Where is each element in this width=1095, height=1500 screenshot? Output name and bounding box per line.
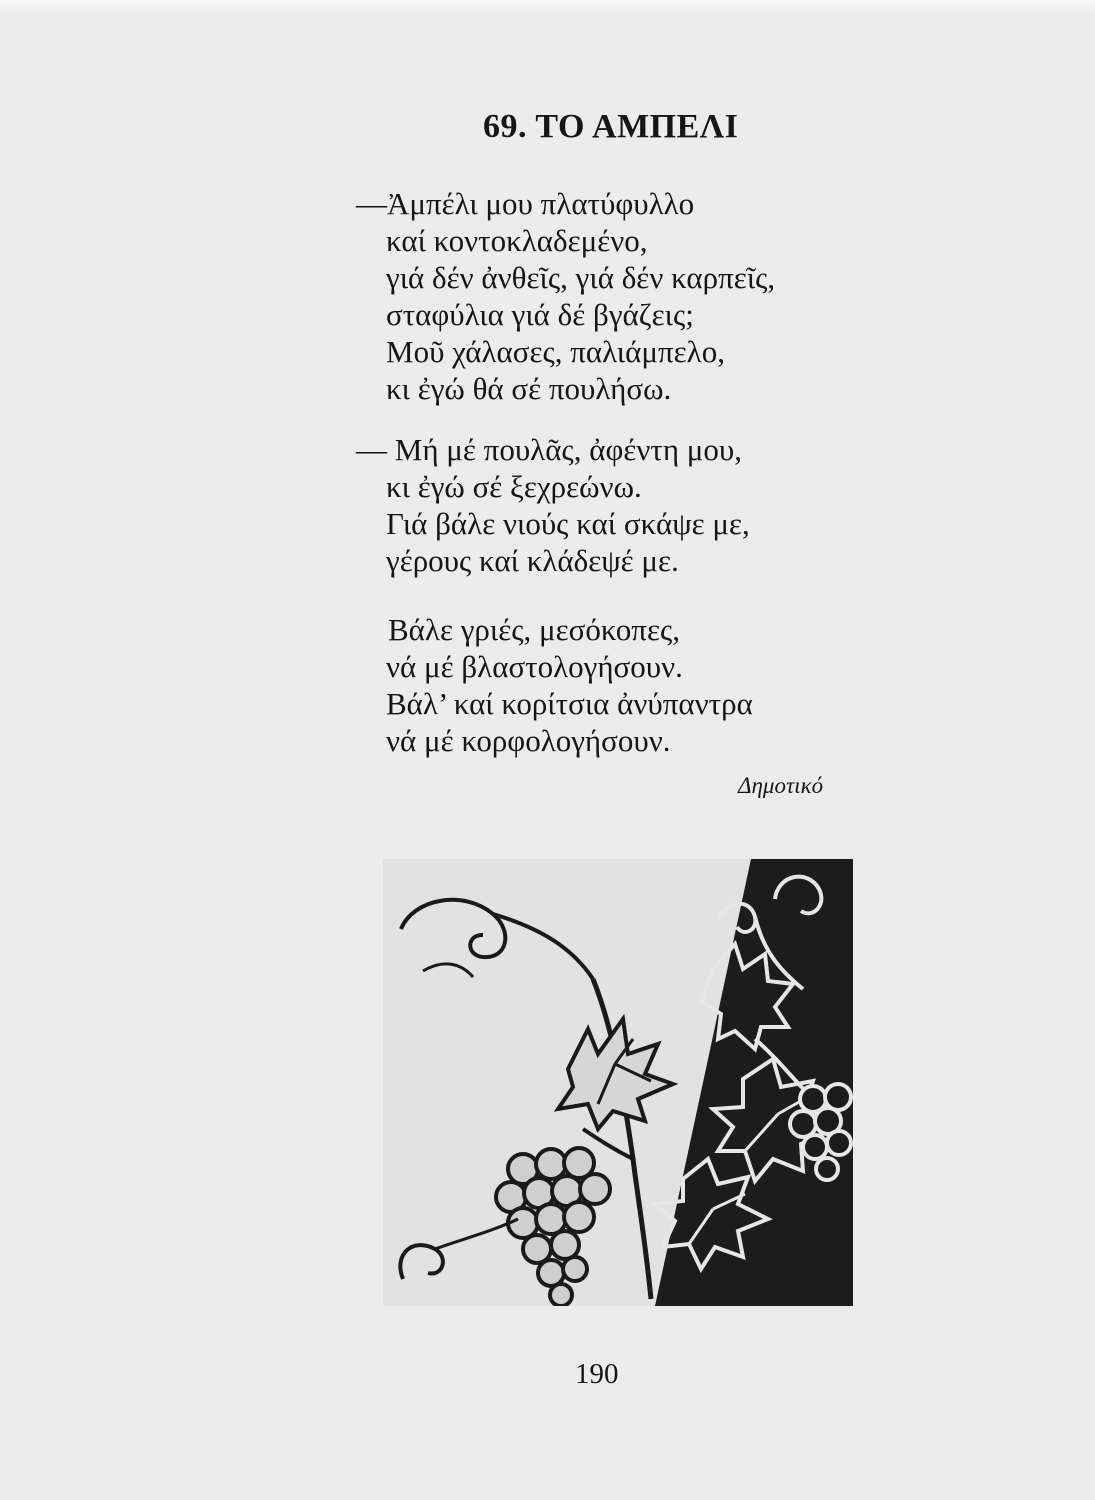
poem-line: νά μέ βλαστολογήσουν. — [386, 649, 683, 684]
poem-line: νά μέ κορφολογήσουν. — [386, 723, 671, 758]
poem-line: καί κοντοκλαδεμένο, — [386, 223, 648, 258]
poem-title: 69. ΤΟ ΑΜΠΕΛΙ — [483, 108, 739, 145]
grapevine-illustration — [383, 859, 853, 1306]
poem-line: κι ἐγώ θά σέ πουλήσω. — [386, 371, 672, 406]
poem-source: Δημοτικό — [738, 773, 824, 798]
poem-line: Βάλ’ καί κορίτσια ἀνύπαντρα — [386, 686, 753, 721]
poem-line: κι ἐγώ σέ ξεχρεώνω. — [386, 469, 642, 504]
page-number: 190 — [575, 1358, 619, 1390]
poem-line: Γιά βάλε νιούς καί σκάψε με, — [386, 506, 750, 541]
poem-line: Βάλε γριές, μεσόκοπες, — [388, 612, 681, 647]
poem-line: Μοῦ χάλασες, παλιάμπελο, — [386, 334, 725, 369]
poem-line: —Ἀμπέλι μου πλατύφυλλο — [356, 186, 695, 221]
poem-line: σταφύλια γιά δέ βγάζεις; — [386, 297, 694, 332]
poem-line: — Μή μέ πουλᾶς, ἀφέντη μου, — [356, 432, 743, 467]
poem-line: γιά δέν ἀνθεῖς, γιά δέν καρπεῖς, — [386, 260, 776, 295]
poem-line: γέρους καί κλάδεψέ με. — [386, 543, 679, 578]
page-top-edge — [0, 0, 1095, 14]
